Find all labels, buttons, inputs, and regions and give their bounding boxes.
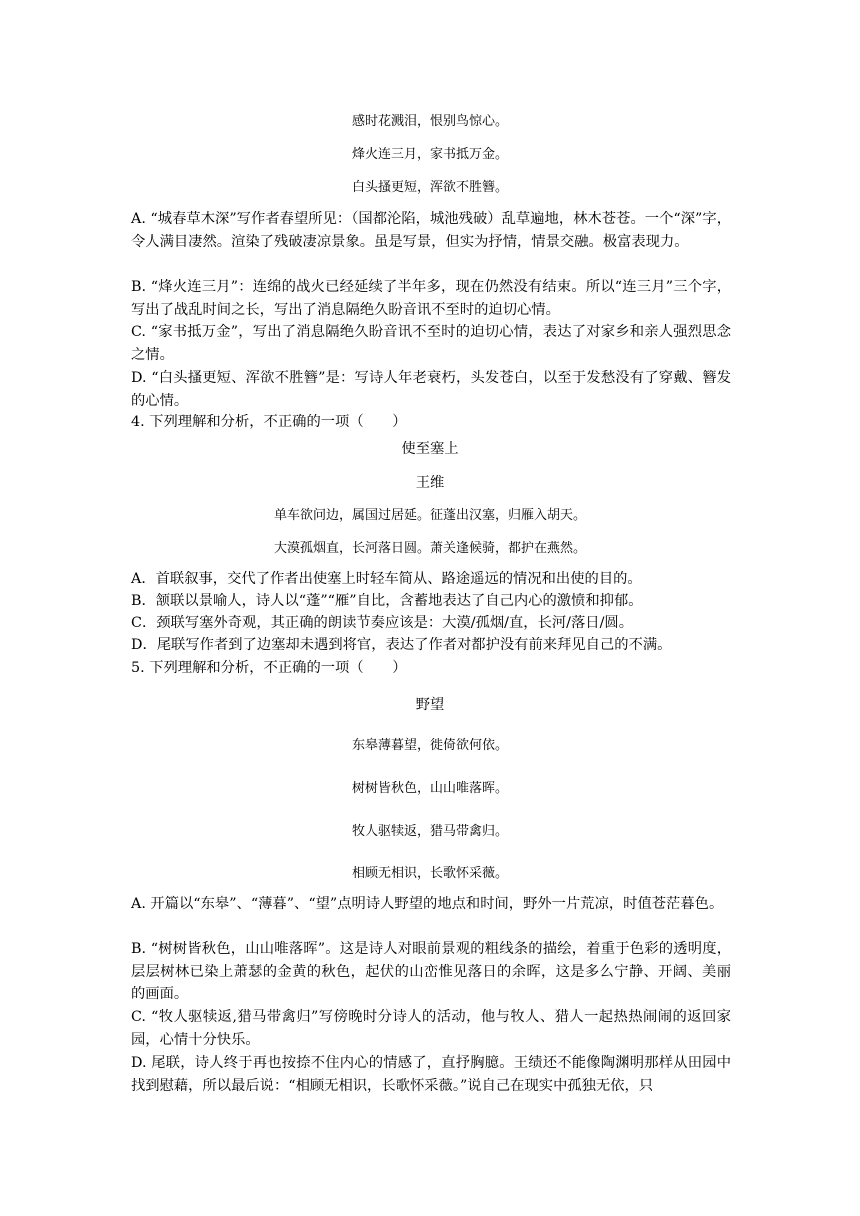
option-c: C. “家书抵万金”，写出了消息隔绝久盼音讯不至时的迫切心情，表达了对家乡和亲人强烈思念之情。: [131, 324, 731, 363]
option-b: B. “树树皆秋色，山山唯落晖”。这是诗人对眼前景观的粗线条的描绘，着重于色彩的透明度，层层树林已染上萧瑟的金黄的秋色，起伏的山峦惟见落日的余晖，这是多么宁静、开阔、美丽的画面。: [131, 941, 731, 1003]
poem-line: 感时花溅泪，恨别鸟惊心。: [351, 114, 508, 129]
question-stem: 5. 下列理解和分析，不正确的一项（ ）: [131, 660, 407, 676]
option-a: A. 开篇以“东皋”、“薄暮”、“望”点明诗人野望的地点和时间，野外一片荒凉，时值苍茫暮色。: [131, 896, 724, 912]
question-stem: 4. 下列理解和分析，不正确的一项（ ）: [131, 414, 407, 430]
option-c: C. “牧人驱犊返,猎马带禽归”写傍晚时分诗人的活动，他与牧人、猎人一起热热闹闹的返回家园，心情十分快乐。: [131, 1009, 731, 1048]
poem-line: 烽火连三月，家书抵万金。: [351, 147, 508, 162]
poem-line: 相顾无相识，长歌怀采薇。: [351, 866, 508, 881]
option-d: D．尾联写作者到了边塞却未遇到将官，表达了作者对都护没有前来拜见自己的不满。: [131, 637, 672, 653]
poem-line: 东皋薄暮望，徙倚欲何依。: [351, 738, 508, 753]
option-b: B. “烽火连三月”：连绵的战火已经延续了半年多，现在仍然没有结束。所以“连三月”三个字，写出了战乱时间之长，写出了消息隔绝久盼音讯不至时的迫切心情。: [131, 279, 731, 318]
poem-title: 使至塞上: [401, 441, 459, 457]
poem-line: 树树皆秋色，山山唯落晖。: [351, 781, 508, 796]
option-b: B．颔联以景喻人，诗人以“蓬”“雁”自比，含蓄地表达了自己内心的激愤和抑郁。: [131, 593, 643, 609]
option-d: D. 尾联，诗人终于再也按捺不住内心的情感了，直抒胸臆。王绩还不能像陶渊明那样从田园中找到慰藉，所以最后说：“相顾无相识，长歌怀采薇。”说自己在现实中孤独无依，只: [131, 1055, 731, 1094]
poem-author: 王维: [415, 475, 445, 491]
poem-line: 牧人驱犊返，猎马带禽归。: [351, 824, 508, 839]
option-d: D. “白头搔更短、浑欲不胜簪”是：写诗人年老衰朽，头发苍白，以至于发愁没有了穿戴、簪发的心情。: [131, 370, 731, 409]
option-c: C．颈联写塞外奇观，其正确的朗读节奏应该是：大漠/孤烟/直，长河/落日/圆。: [131, 615, 633, 631]
poem-line: 单车欲问边，属国过居延。征蓬出汉塞，归雁入胡天。: [273, 508, 586, 523]
option-a: A. “城春草木深”写作者春望所见：（国都沦陷，城池残破）乱草遍地，林木苍苍。一个“深”字，令人满目凄然。渲染了残破凄凉景象。虽是写景，但实为抒情，情景交融。极富表现力。: [131, 211, 731, 250]
poem-title: 野望: [415, 697, 445, 713]
option-a: A．首联叙事，交代了作者出使塞上时轻车简从、路途遥远的情况和出使的目的。: [131, 571, 642, 587]
poem-line: 白头搔更短，浑欲不胜簪。: [351, 180, 508, 195]
poem-line: 大漠孤烟直，长河落日圆。萧关逢候骑，都护在燕然。: [273, 541, 586, 556]
